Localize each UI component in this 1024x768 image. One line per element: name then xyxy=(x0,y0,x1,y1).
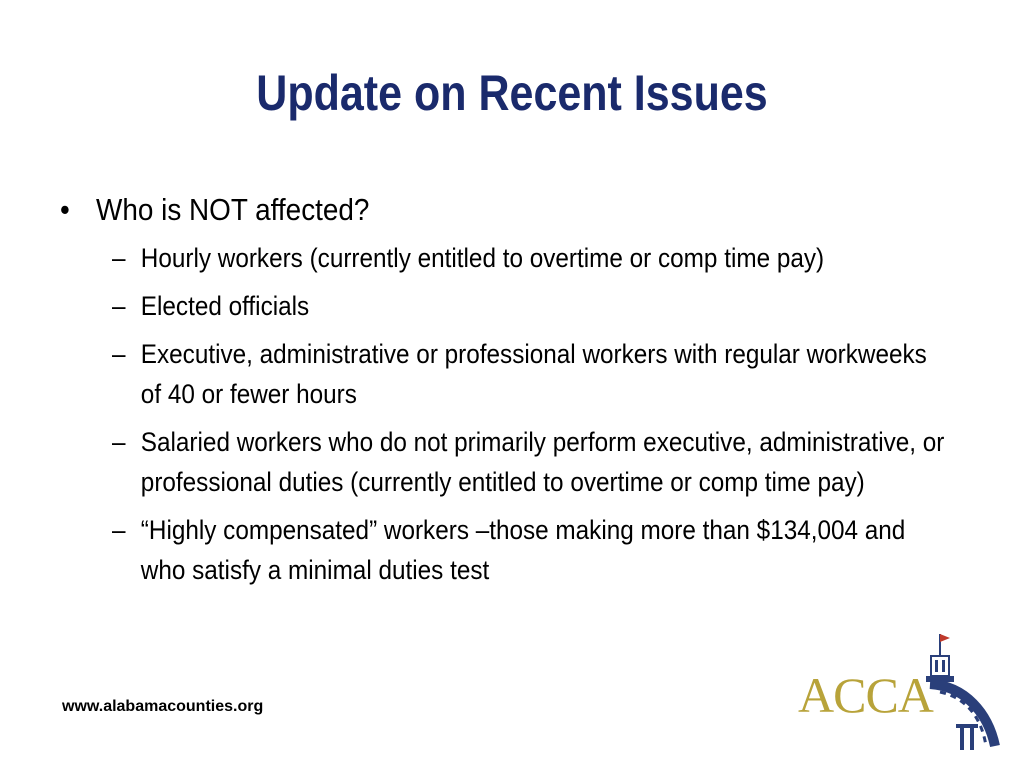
sub-bullet-text: Elected officials xyxy=(140,291,310,321)
dash-marker: – xyxy=(112,427,126,457)
main-bullet xyxy=(60,190,870,230)
dash-marker: – xyxy=(112,339,126,369)
bullet-marker: • xyxy=(60,192,70,227)
slide-title: Update on Recent Issues xyxy=(256,65,768,121)
sub-bullet-text: Salaried workers who do not primarily perform executive, administrative, or professional duties (currently entitled to overtime or comp time pay) xyxy=(140,427,945,497)
dash-marker: – xyxy=(112,291,126,321)
slide-content xyxy=(60,190,960,598)
sub-bullet-item xyxy=(112,238,949,278)
sub-bullet-item xyxy=(112,510,949,590)
sub-bullet-text: Hourly workers (currently entitled to overtime or comp time pay) xyxy=(140,243,825,273)
sub-bullet-text: “Highly compensated” workers –those making more than $134,004 and who satisfy a minimal duties test xyxy=(140,515,906,585)
sub-bullet-list xyxy=(112,238,992,590)
acca-logo-text: ACCA xyxy=(798,667,933,723)
sub-bullet-text: Executive, administrative or professional workers with regular workweeks of 40 or fewer hours xyxy=(140,339,927,409)
dash-marker: – xyxy=(112,243,126,273)
sub-bullet-item xyxy=(112,422,949,502)
sub-bullet-item xyxy=(112,286,949,326)
main-bullet-text: Who is NOT affected? xyxy=(96,192,370,227)
dash-marker: – xyxy=(112,515,126,545)
footer-url: www.alabamacounties.org xyxy=(62,698,264,715)
sub-bullet-item xyxy=(112,334,949,414)
